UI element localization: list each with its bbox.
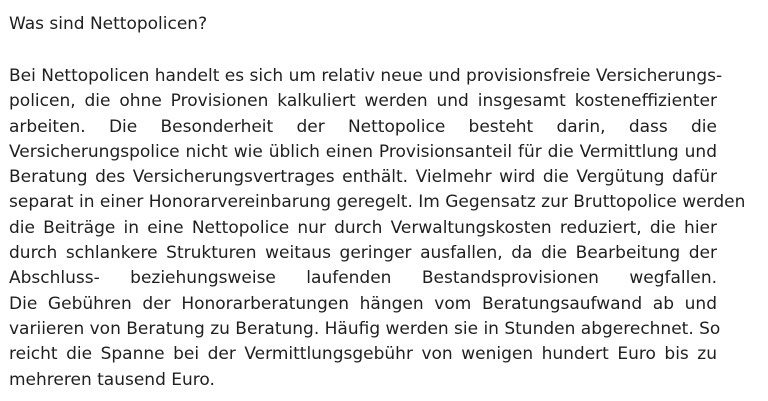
page-title: Was sind Nettopolicen? <box>9 14 208 34</box>
body-paragraph <box>9 64 746 393</box>
paragraph-line: die Beiträge in eine Nettopolice nur durch Verwaltungskosten reduziert, die hier <box>9 217 717 238</box>
paragraph-line: mehreren tausend Euro. <box>9 369 215 390</box>
paragraph-line: variieren von Beratung zu Beratung. Häufig werden sie in Stunden abgerechnet. So <box>9 318 721 339</box>
paragraph-line: Beratung des Versicherungsvertrages enthält. Vielmehr wird die Vergütung dafür <box>9 167 717 188</box>
paragraph-line: reicht die Spanne bei der Vermittlungsgebühr von wenigen hundert Euro bis zu <box>9 344 717 365</box>
paragraph-line: policen, die ohne Provisionen kalkuliert werden und insgesamt kosteneffizienter <box>9 91 717 112</box>
paragraph-line: Abschluss- beziehungsweise laufenden Bestandsprovisionen wegfallen. <box>9 268 717 289</box>
paragraph-line: arbeiten. Die Besonderheit der Nettopolice besteht darin, dass die <box>9 116 717 137</box>
paragraph-line: separat in einer Honorarvereinbarung geregelt. Im Gegensatz zur Bruttopolice werden <box>9 192 746 213</box>
paragraph-line: Versicherungspolice nicht wie üblich einen Provisionsanteil für die Vermittlung und <box>9 141 717 162</box>
paragraph-line: Die Gebühren der Honorarberatungen hängen vom Beratungsaufwand ab und <box>9 293 717 314</box>
paragraph-line: durch schlankere Strukturen weitaus geringer ausfallen, da die Bearbeitung der <box>9 243 717 264</box>
paragraph-line: Bei Nettopolicen handelt es sich um relativ neue und provisionsfreie Versicherungs- <box>9 66 723 86</box>
